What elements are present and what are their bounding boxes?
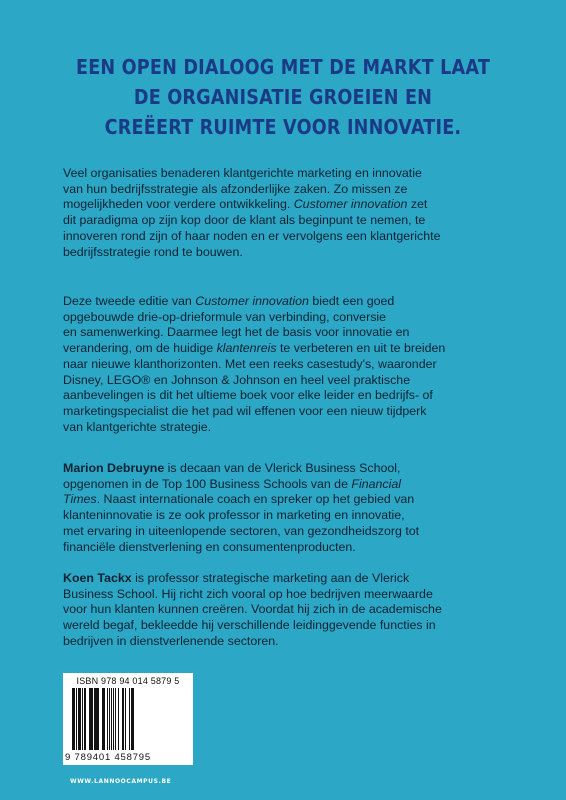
text-fragment: te verbeteren en uit te breiden	[276, 341, 446, 356]
barcode-digits: 9 789401 458795	[65, 752, 151, 763]
text-line: opgebouwde drie-op-drieformule van verbinding, conversie	[63, 309, 387, 324]
text-line: innoveren rond zijn of haar noden en er vervolgens een klantgerichte	[63, 228, 441, 243]
text-line	[63, 571, 509, 587]
italic-term: klantenreis	[216, 341, 277, 356]
text-line: van klantgerichte strategie.	[63, 419, 212, 434]
barcode-bar	[133, 688, 134, 750]
text-fragment: is professor strategische marketing aan de Vlerick	[131, 571, 410, 585]
text-line: voor hun klanten kunnen creëren. Voordat hij zich in de academische	[63, 602, 442, 617]
text-line: dit paradigma op zijn kop door de klant als beginpunt te nemen, te	[63, 213, 426, 228]
italic-term: Financial	[351, 476, 401, 491]
intro-paragraph	[63, 166, 509, 260]
text-line	[63, 461, 509, 477]
text-line	[63, 341, 509, 357]
text-line: marketingspecialist die het pad wil effenen voor een nieuw tijdperk	[63, 403, 427, 418]
barcode-bars	[72, 688, 186, 750]
book-title-italic: Customer innovation	[293, 197, 408, 212]
text-fragment: Deze tweede editie van	[63, 294, 196, 308]
text-line: financiële dienstverlening en consumentenproducten.	[63, 539, 356, 554]
headline-line-1: EEN OPEN DIALOOG MET DE MARKT LAAT	[75, 55, 491, 79]
text-fragment: . Naast internationale coach en spreker op het gebied van	[96, 492, 415, 507]
text-line: Business School. Hij richt zich vooral op hoe bedrijven meerwaarde	[63, 586, 433, 601]
text-line: bedrijfsstrategie rond te bouwen.	[63, 244, 243, 259]
text-line: en samenwerking. Daarmee legt het de basis voor innovatie en	[63, 325, 410, 340]
text-fragment: is decaan van de Vlerick Business School,	[164, 461, 401, 475]
text-line: met ervaring in uiteenlopende sectoren, van gezondheidszorg tot	[63, 523, 420, 538]
text-line	[63, 294, 509, 310]
author-bio-debruyne	[63, 461, 509, 555]
text-line: klanteninnovatie is ze ook professor in marketing en innovatie,	[63, 508, 405, 523]
text-fragment: verandering, om de huidige	[63, 341, 217, 356]
publisher-website: WWW.LANNOOCAMPUS.BE	[70, 778, 172, 785]
author-bio-tackx	[63, 571, 509, 650]
isbn-label: ISBN 978 94 014 5879 5	[76, 676, 180, 686]
italic-term: Times	[63, 492, 97, 507]
barcode-box	[63, 673, 193, 765]
text-line	[63, 477, 509, 493]
text-line: van hun bedrijfsstrategie als afzonderlijke zaken. Zo missen ze	[63, 181, 408, 196]
book-title-italic: Customer innovation	[195, 294, 309, 308]
headline-line-2: DE ORGANISATIE GROEIEN EN	[133, 85, 433, 109]
headline	[0, 52, 566, 142]
edition-paragraph	[63, 294, 509, 435]
text-line	[63, 197, 509, 213]
text-fragment: mogelijkheden voor verdere ontwikkeling.	[63, 197, 294, 212]
headline-line-3: CREËERT RUIMTE VOOR INNOVATIE.	[104, 115, 462, 139]
author-name: Marion Debruyne	[63, 461, 165, 475]
text-line: wereld begaf, bekleedde hij verschillende leidinggevende functies in	[63, 618, 436, 633]
text-fragment: zet	[407, 197, 428, 212]
text-line: bedrijven in dienstverlenende sectoren.	[63, 633, 279, 648]
text-line: Disney, LEGO® en Johnson & Johnson en heel veel praktische	[63, 372, 411, 387]
text-line: aanbevelingen is dit het ultieme boek voor elke leider en bedrijfs- of	[63, 388, 433, 403]
text-fragment: opgenomen in de Top 100 Business Schools van de	[63, 476, 352, 491]
text-fragment: biedt een goed	[308, 294, 395, 308]
text-line: naar nieuwe klanthorizonten. Met een reeks casestudy's, waaronder	[63, 356, 437, 371]
text-line: Veel organisaties benaderen klantgerichte marketing en innovatie	[63, 166, 422, 180]
text-line	[63, 492, 509, 508]
author-name: Koen Tackx	[63, 571, 132, 585]
